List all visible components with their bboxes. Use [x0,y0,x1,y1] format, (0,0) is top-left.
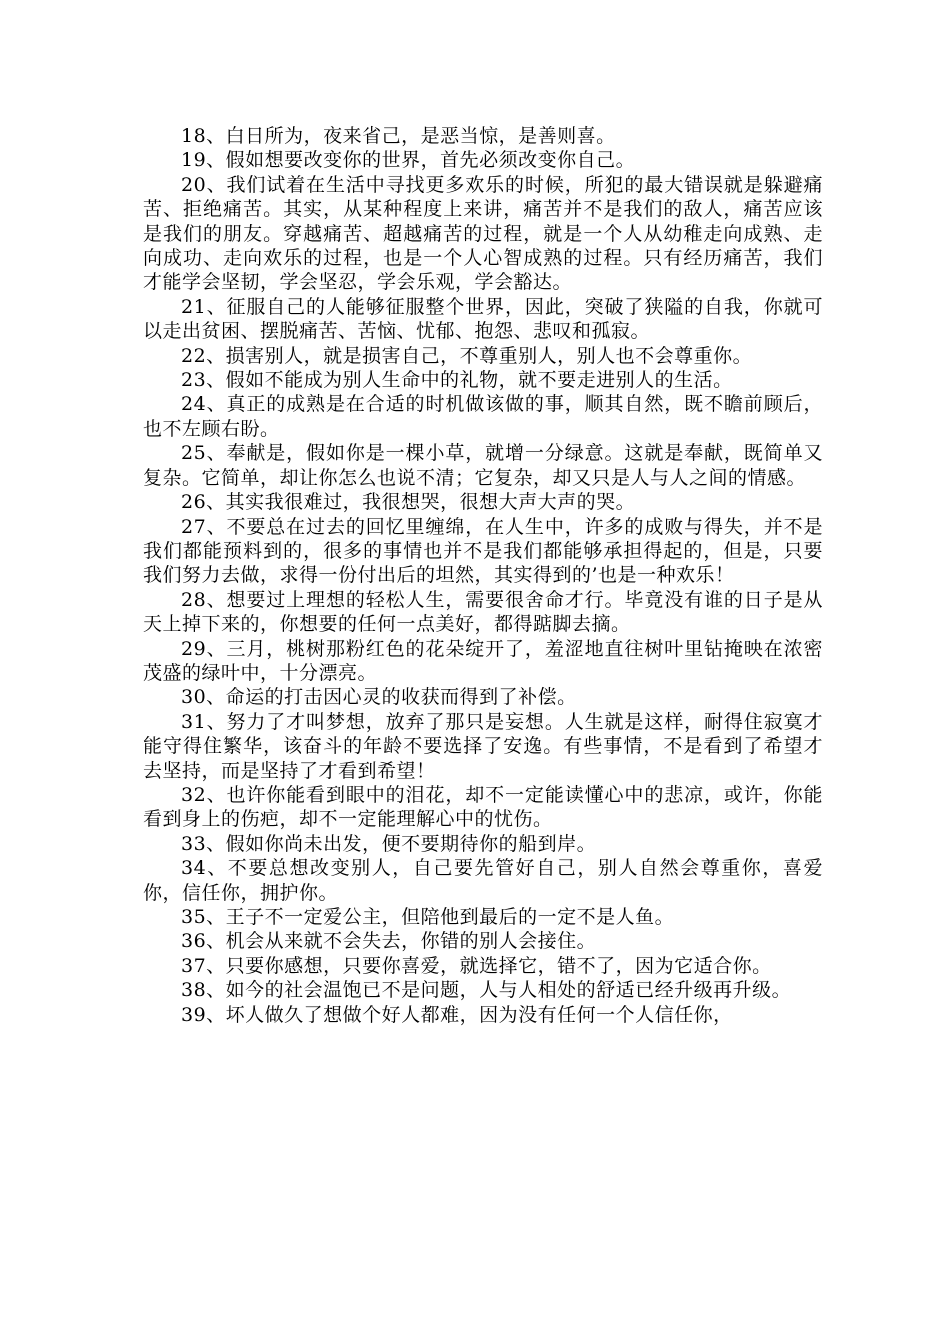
paragraph-38: 38、如今的社会温饱已不是问题，人与人相处的舒适已经升级再升级。 [181,979,792,1002]
paragraph-29: 29、三月，桃树那粉红色的花朵绽开了，羞涩地直往树叶里钻掩映在浓密茂盛的绿叶中，十分漂亮。 [143,637,823,684]
paragraph-21: 21、征服自己的人能够征服整个世界，因此，突破了狭隘的自我，你就可以走出贫困、摆脱痛苦、苦恼、忧郁、抱怨、悲叹和孤寂。 [143,295,823,343]
paragraph-28: 28、想要过上理想的轻松人生，需要很舍命才行。毕竟没有谁的日子是从天上掉下来的，你想要的任何一点美好，都得踮脚去摘。 [143,588,823,636]
paragraph-35: 35、王子不一定爱公主，但陪他到最后的一定不是人鱼。 [181,906,675,928]
paragraph-22: 22、损害别人，就是损害自己，不尊重别人，别人也不会尊重你。 [181,344,753,367]
paragraph-23: 23、假如不能成为别人生命中的礼物，就不要走进别人的生活。 [181,369,733,392]
paragraph-31: 31、努力了才叫梦想，放弃了那只是妄想。人生就是这样，耐得住寂寞才能守得住繁华，该奋斗的年龄不要选择了安逸。有些事情，不是看到了希望才去坚持，而是坚持了才看到希望！ [143,710,823,782]
paragraph-30: 30、命运的打击因心灵的收获而得到了补偿。 [181,686,577,709]
paragraph-19: 19、假如想要改变你的世界，首先必须改变你自己。 [181,149,636,172]
paragraph-36: 36、机会从来就不会失去，你错的别人会接住。 [181,930,597,953]
paragraph-34: 34、不要总想改变别人，自己要先管好自己，别人自然会尊重你，喜爱你，信任你，拥护你。 [143,857,823,904]
paragraph-18: 18、白日所为，夜来省己，是恶当惊，是善则喜。 [181,125,616,147]
paragraph-24: 24、真正的成熟是在合适的时机做该做的事，顺其自然，既不瞻前顾后，也不左顾右盼。 [143,393,823,440]
paragraph-27: 27、不要总在过去的回忆里缠绵，在人生中，许多的成败与得失，并不是我们都能预料到的，很多的事情也并不是我们都能够承担得起的，但是，只要我们努力去做，求得一份付出后的坦然，其实得到的’也是一种欢乐！ [143,515,823,587]
paragraph-20: 20、我们试着在生活中寻找更多欢乐的时候，所犯的最大错误就是躲避痛苦、拒绝痛苦。其实，从某种程度上来讲，痛苦并不是我们的敌人，痛苦应该是我们的朋友。穿越痛苦、超越痛苦的过程，就是一个人从幼稚走向成熟、走向成功、走向欢乐的过程，也是一个人心智成熟的过程。只有经历痛苦，我们才能学会坚韧，学会坚忍，学会乐观，学会豁达。 [143,173,823,294]
document-body [143,124,823,1027]
paragraph-39: 39、坏人做久了想做个好人都难，因为没有任何一个人信任你， [181,1003,733,1026]
paragraph-26: 26、其实我很难过，我很想哭，很想大声大声的哭。 [181,491,636,514]
paragraph-25: 25、奉献是，假如你是一棵小草，就增一分绿意。这就是奉献，既简单又复杂。它简单，却让你怎么也说不清；它复杂，却又只是人与人之间的情感。 [143,442,823,489]
paragraph-33: 33、假如你尚未出发，便不要期待你的船到岸。 [181,832,597,855]
paragraph-37: 37、只要你感想，只要你喜爱，就选择它，错不了，因为它适合你。 [181,954,772,977]
paragraph-32: 32、也许你能看到眼中的泪花，却不一定能读懂心中的悲凉，或许，你能看到身上的伤疤，却不一定能理解心中的忧伤。 [143,783,823,831]
